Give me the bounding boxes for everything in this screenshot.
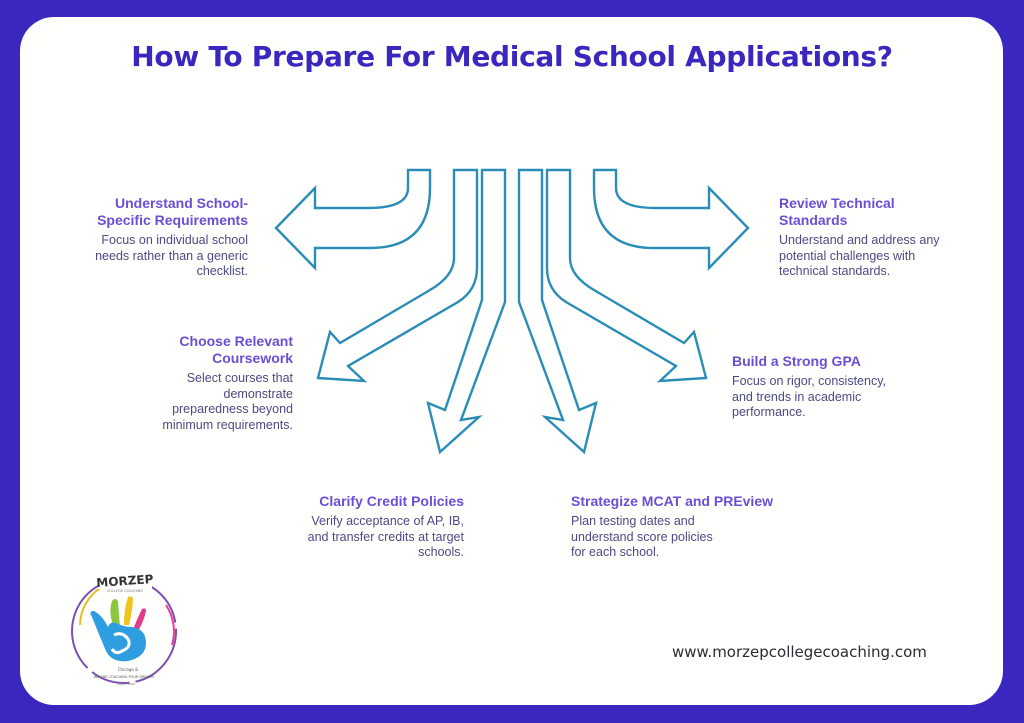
item-school-requirements <box>70 195 248 280</box>
svg-text:SINCE 2006: SINCE 2006 <box>117 682 135 686</box>
morzep-logo <box>62 565 192 695</box>
item-heading: Choose Relevant Coursework <box>179 333 293 366</box>
website-link[interactable]: www.morzepcollegecoaching.com <box>672 643 927 661</box>
svg-text:WE ARE COACHING YOUR DREAMS: WE ARE COACHING YOUR DREAMS <box>93 675 155 679</box>
item-description: Plan testing dates and understand score policies for each school. <box>571 514 713 559</box>
item-credit-policies <box>298 493 464 561</box>
item-description: Verify acceptance of AP, IB, and transfer credits at target schools. <box>307 514 464 559</box>
arrow-down-right-icon <box>547 170 706 381</box>
arrow-right-icon <box>594 170 748 268</box>
svg-text:COLLEGE COACHING: COLLEGE COACHING <box>106 589 144 593</box>
logo-brand-text: MORZEP <box>95 572 154 590</box>
arrow-down-left-icon <box>318 170 477 381</box>
item-heading: Understand School- Specific Requirements <box>97 195 248 228</box>
item-description: Select courses that demonstrate preparedness beyond minimum requirements. <box>162 371 293 432</box>
item-strong-gpa <box>732 353 902 421</box>
arrow-left-icon <box>276 170 430 268</box>
item-description: Focus on individual school needs rather than a generic checklist. <box>95 233 248 278</box>
item-description: Understand and address any potential challenges with technical standards. <box>779 233 940 278</box>
item-description: Focus on rigor, consistency, and trends in academic performance. <box>732 374 887 419</box>
item-relevant-coursework <box>128 333 293 433</box>
item-heading: Review Technical Standards <box>779 195 895 228</box>
item-technical-standards <box>779 195 959 280</box>
item-mcat-preview <box>571 493 781 561</box>
item-heading: Build a Strong GPA <box>732 353 861 369</box>
page-title: How To Prepare For Medical School Applications? <box>131 40 893 73</box>
svg-text:Chicago &: Chicago & <box>117 667 139 672</box>
item-heading: Strategize MCAT and PREview <box>571 493 774 509</box>
item-heading: Clarify Credit Policies <box>319 493 464 509</box>
